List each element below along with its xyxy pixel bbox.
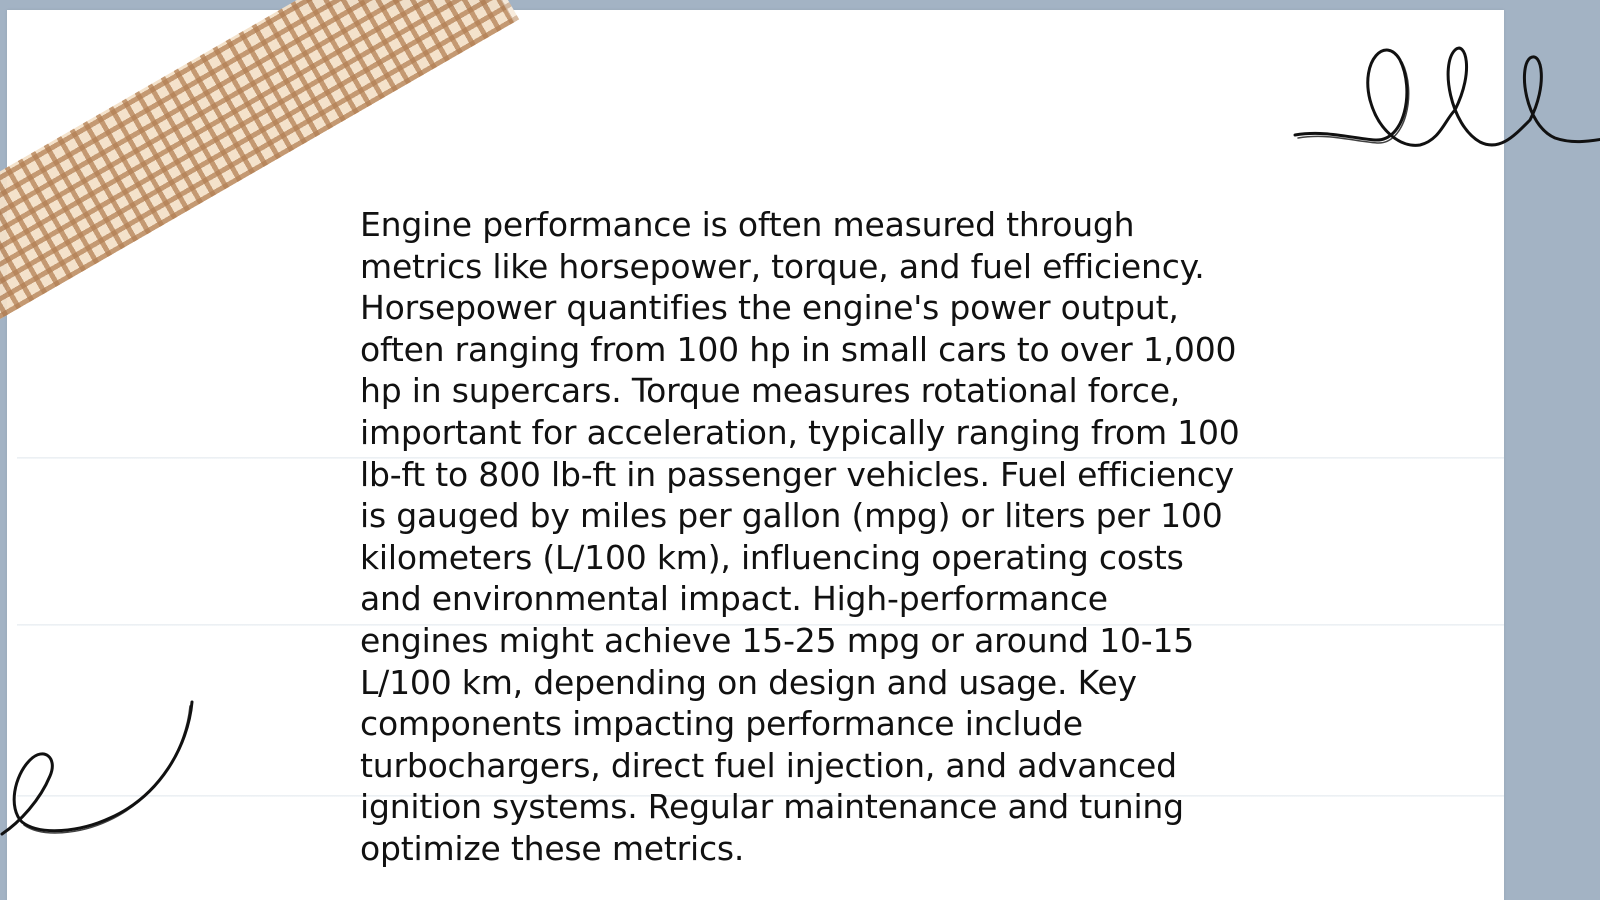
loop-squiggle-icon xyxy=(1290,30,1600,170)
swirl-scribble-icon xyxy=(0,696,200,846)
body-paragraph: Engine performance is often measured through metrics like horsepower, torque, and fuel efficiency. Horsepower quantifies the engine's power output, often ranging from 100 hp in small cars to over 1,000 hp in supercars. Torque measures rotational force, important for acceleration, typically ranging from 100 lb-ft to 800 lb-ft in passenger vehicles. Fuel efficiency is gauged by miles per gallon (mpg) or liters per 100 kilometers (L/100 km), influencing operating costs and environmental impact. High-performance engines might achieve 15-25 mpg or around 10-15 L/100 km, depending on design and usage. Key components impacting performance include turbochargers, direct fuel injection, and advanced ignition systems. Regular maintenance and tuning optimize these metrics. xyxy=(360,205,1240,868)
